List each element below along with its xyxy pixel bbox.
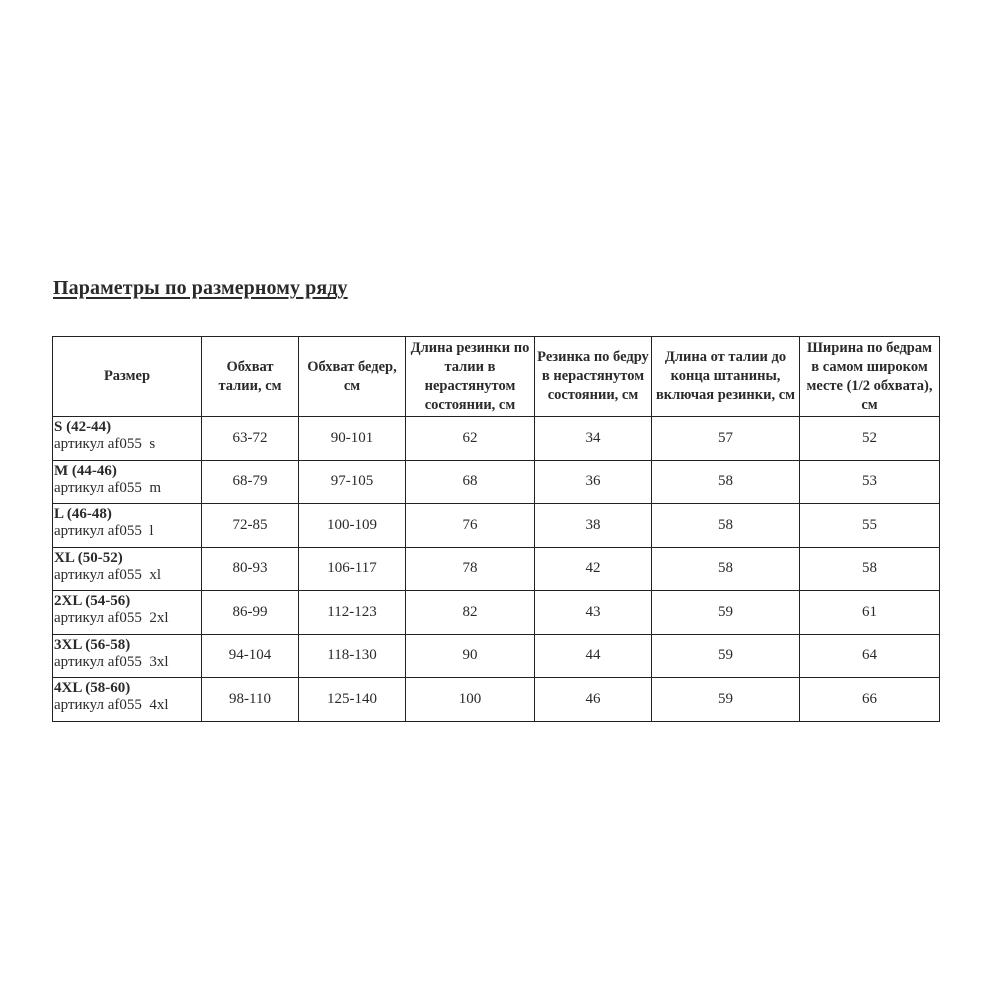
waist-band-cell: 76 bbox=[406, 504, 535, 548]
size-table bbox=[52, 336, 940, 722]
length-cell: 59 bbox=[652, 591, 800, 635]
waist-cell: 68-79 bbox=[202, 460, 299, 504]
size-cell: 3XL (56-58) артикул af055 3xl bbox=[53, 634, 202, 678]
table-row bbox=[53, 417, 940, 461]
waist-cell: 72-85 bbox=[202, 504, 299, 548]
length-cell: 58 bbox=[652, 547, 800, 591]
page-title: Параметры по размерному ряду bbox=[53, 277, 348, 299]
table-row bbox=[53, 460, 940, 504]
header-waist: Обхват талии, см bbox=[202, 337, 299, 417]
hip-width-cell: 61 bbox=[800, 591, 940, 635]
waist-band-cell: 78 bbox=[406, 547, 535, 591]
hips-cell: 118-130 bbox=[299, 634, 406, 678]
length-cell: 58 bbox=[652, 460, 800, 504]
size-cell: M (44-46) артикул af055 m bbox=[53, 460, 202, 504]
hip-band-cell: 36 bbox=[535, 460, 652, 504]
waist-cell: 94-104 bbox=[202, 634, 299, 678]
hip-width-cell: 55 bbox=[800, 504, 940, 548]
waist-band-cell: 62 bbox=[406, 417, 535, 461]
hip-band-cell: 44 bbox=[535, 634, 652, 678]
hip-width-cell: 58 bbox=[800, 547, 940, 591]
table-row bbox=[53, 504, 940, 548]
size-cell: S (42-44) артикул af055 s bbox=[53, 417, 202, 461]
hip-width-cell: 53 bbox=[800, 460, 940, 504]
length-cell: 58 bbox=[652, 504, 800, 548]
hip-band-cell: 43 bbox=[535, 591, 652, 635]
table-row bbox=[53, 678, 940, 722]
header-hip-band: Резинка по бедру в нерастянутом состоянии, см bbox=[535, 337, 652, 417]
hip-band-cell: 42 bbox=[535, 547, 652, 591]
hip-width-cell: 52 bbox=[800, 417, 940, 461]
table-row bbox=[53, 591, 940, 635]
length-cell: 59 bbox=[652, 634, 800, 678]
hip-band-cell: 46 bbox=[535, 678, 652, 722]
hips-cell: 90-101 bbox=[299, 417, 406, 461]
waist-cell: 63-72 bbox=[202, 417, 299, 461]
size-cell: L (46-48) артикул af055 l bbox=[53, 504, 202, 548]
length-cell: 59 bbox=[652, 678, 800, 722]
table-header-row bbox=[53, 337, 940, 417]
header-size: Размер bbox=[53, 337, 202, 417]
hip-width-cell: 64 bbox=[800, 634, 940, 678]
hips-cell: 106-117 bbox=[299, 547, 406, 591]
size-cell: XL (50-52) артикул af055 xl bbox=[53, 547, 202, 591]
header-waist-band: Длина резинки по талии в нерастянутом состоянии, см bbox=[406, 337, 535, 417]
hips-cell: 112-123 bbox=[299, 591, 406, 635]
hips-cell: 100-109 bbox=[299, 504, 406, 548]
header-hip-width: Ширина по бедрам в самом широком месте (1/2 обхвата), см bbox=[800, 337, 940, 417]
waist-band-cell: 90 bbox=[406, 634, 535, 678]
table-row bbox=[53, 634, 940, 678]
table-row bbox=[53, 547, 940, 591]
waist-cell: 80-93 bbox=[202, 547, 299, 591]
waist-band-cell: 82 bbox=[406, 591, 535, 635]
size-cell: 4XL (58-60) артикул af055 4xl bbox=[53, 678, 202, 722]
size-cell: 2XL (54-56) артикул af055 2xl bbox=[53, 591, 202, 635]
header-length: Длина от талии до конца штанины, включая резинки, см bbox=[652, 337, 800, 417]
waist-cell: 86-99 bbox=[202, 591, 299, 635]
waist-band-cell: 68 bbox=[406, 460, 535, 504]
hip-width-cell: 66 bbox=[800, 678, 940, 722]
hips-cell: 125-140 bbox=[299, 678, 406, 722]
hips-cell: 97-105 bbox=[299, 460, 406, 504]
hip-band-cell: 34 bbox=[535, 417, 652, 461]
waist-band-cell: 100 bbox=[406, 678, 535, 722]
hip-band-cell: 38 bbox=[535, 504, 652, 548]
header-hips: Обхват бедер, см bbox=[299, 337, 406, 417]
waist-cell: 98-110 bbox=[202, 678, 299, 722]
length-cell: 57 bbox=[652, 417, 800, 461]
